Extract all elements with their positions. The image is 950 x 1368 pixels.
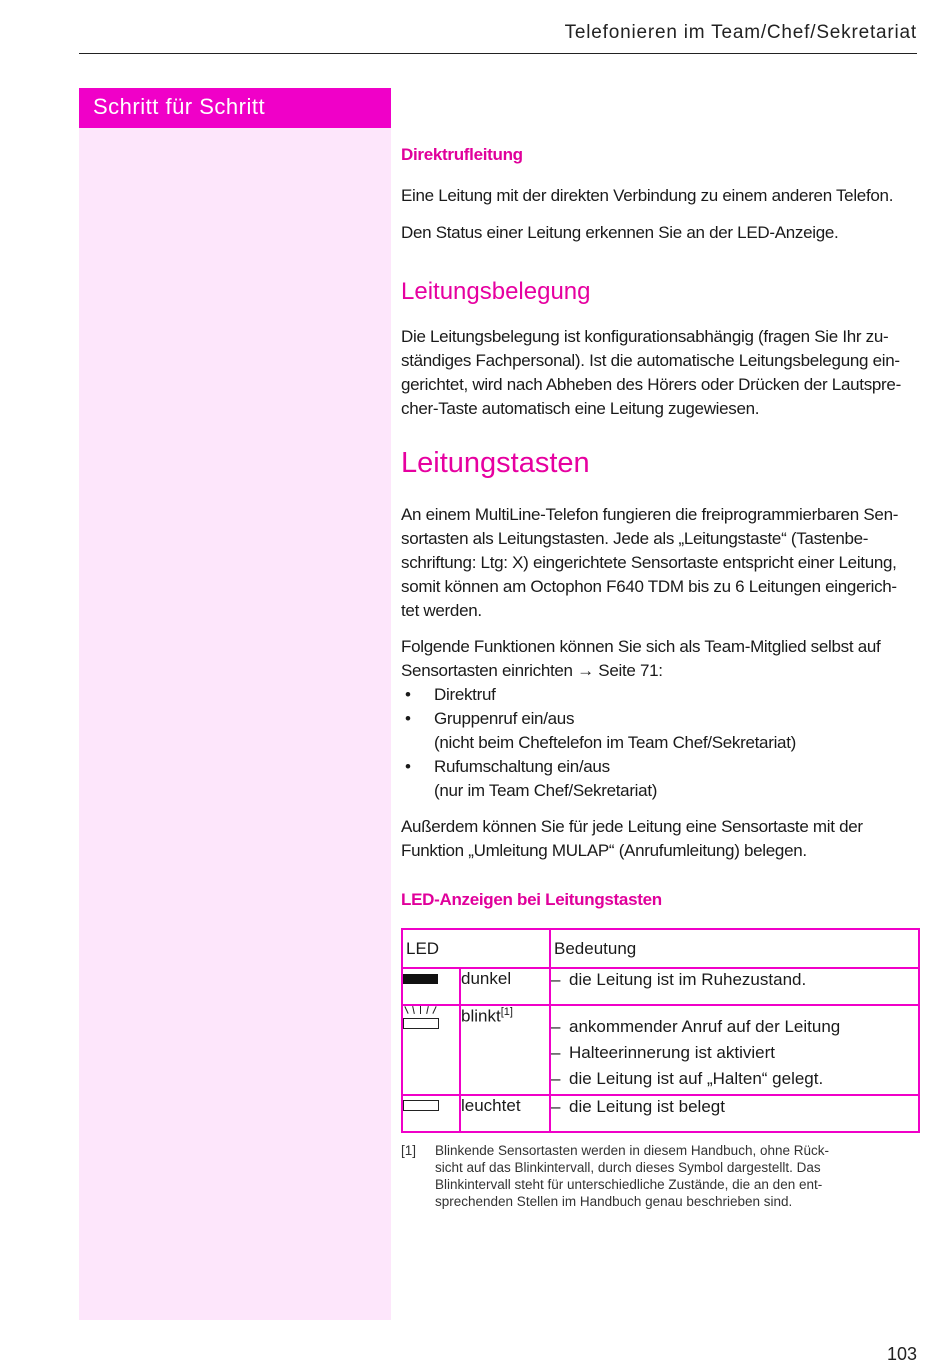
text-line: cher-Taste automatisch eine Leitung zugewiesen. xyxy=(401,399,760,418)
running-header: Telefonieren im Team/Chef/Sekretariat xyxy=(564,22,917,43)
meaning-cell xyxy=(550,968,919,1005)
meaning-text: die Leitung ist im Ruhezustand. xyxy=(569,970,807,989)
dash-glyph: – xyxy=(551,1069,561,1088)
page-number: 103 xyxy=(886,1344,917,1364)
bullet-icon: • xyxy=(405,685,411,704)
list-item xyxy=(401,683,921,707)
meaning-item xyxy=(551,1096,918,1118)
meaning-cell xyxy=(550,1005,919,1095)
list-item-text: Gruppenruf ein/aus xyxy=(434,709,575,728)
led-blink-icon xyxy=(403,1006,439,1030)
paragraph-leitungstasten xyxy=(401,503,921,623)
table-row xyxy=(402,1095,919,1132)
meaning-text: Halteerinnerung ist aktiviert xyxy=(569,1043,775,1062)
text-line: sortasten als Leitungstasten. Jede als „Leitungstaste“ (Tastenbe- xyxy=(401,529,869,548)
heading-leitungstasten: Leitungstasten xyxy=(401,447,590,479)
dash-glyph: – xyxy=(551,970,561,989)
text-line: Die Leitungsbelegung ist konfigurationsabhängig (fragen Sie Ihr zu- xyxy=(401,327,889,346)
paragraph-mulap xyxy=(401,815,921,863)
heading-direktrufleitung: Direktrufleitung xyxy=(401,145,523,164)
meaning-text: die Leitung ist belegt xyxy=(569,1097,725,1116)
meaning-text: ankommender Anruf auf der Leitung xyxy=(569,1017,841,1036)
text-line: Funktion „Umleitung MULAP“ (Anrufumleitung) belegen. xyxy=(401,841,807,860)
dash-glyph: – xyxy=(551,1097,561,1116)
list-item-text: Direktruf xyxy=(434,685,496,704)
led-table xyxy=(401,928,920,1133)
led-symbol-cell xyxy=(402,1005,460,1095)
text-line: ständiges Fachpersonal). Ist die automatische Leitungsbelegung ein- xyxy=(401,351,900,370)
bullet-icon: • xyxy=(405,709,411,728)
text-line: Blinkintervall steht für unterschiedliche Zustände, die an den ent- xyxy=(435,1177,823,1192)
table-row xyxy=(402,1005,919,1095)
paragraph-leitungsbelegung xyxy=(401,325,921,421)
meaning-item xyxy=(551,1040,918,1066)
paragraph-functions xyxy=(401,635,921,683)
footnote-mark: [1] xyxy=(401,1143,417,1158)
list-item xyxy=(401,707,921,755)
footnote xyxy=(401,1142,921,1210)
text-line: Folgende Funktionen können Sie sich als Team-Mitglied selbst auf xyxy=(401,637,881,656)
text-line: tet werden. xyxy=(401,601,482,620)
led-state-label: blinkt xyxy=(461,1006,501,1026)
meaning-cell xyxy=(550,1095,919,1132)
text-line xyxy=(401,659,921,683)
sidebar-title-bar xyxy=(79,88,391,128)
led-state-label: dunkel xyxy=(461,969,512,988)
page-reference-link[interactable]: Seite 71: xyxy=(598,661,663,680)
list-item-subtext: (nur im Team Chef/Sekretariat) xyxy=(434,781,658,800)
column-header-meaning: Bedeutung xyxy=(550,929,919,968)
led-symbol-cell xyxy=(402,968,460,1005)
meaning-text: die Leitung ist auf „Halten“ gelegt. xyxy=(569,1069,824,1088)
paragraph-direktruf-2: Den Status einer Leitung erkennen Sie an der LED-Anzeige. xyxy=(401,223,839,242)
column-header-led: LED xyxy=(402,929,550,968)
list-item-text: Rufumschaltung ein/aus xyxy=(434,757,610,776)
led-state-cell xyxy=(460,1095,550,1132)
text-line: sprechenden Stellen im Handbuch genau beschrieben sind. xyxy=(435,1194,793,1209)
heading-led-anzeigen: LED-Anzeigen bei Leitungstasten xyxy=(401,890,662,909)
text-line: Außerdem können Sie für jede Leitung eine Sensortaste mit der xyxy=(401,817,863,836)
header-rule xyxy=(79,53,917,54)
sidebar-panel xyxy=(79,128,391,1320)
led-dark-icon xyxy=(403,974,438,984)
led-lit-icon xyxy=(403,1100,439,1111)
meaning-item xyxy=(551,969,918,991)
text-line: somit können am Octophon F640 TDM bis zu 6 Leitungen eingerich- xyxy=(401,577,897,596)
led-state-label: leuchtet xyxy=(461,1096,521,1115)
text-line: Blinkende Sensortasten werden in diesem Handbuch, ohne Rück- xyxy=(435,1143,829,1158)
paragraph-direktruf-1: Eine Leitung mit der direkten Verbindung zu einem anderen Telefon. xyxy=(401,186,894,205)
sidebar-title: Schritt für Schritt xyxy=(93,94,266,119)
text-segment: Sensortasten einrichten xyxy=(401,661,573,680)
led-state-cell xyxy=(460,968,550,1005)
text-line: gerichtet, wird nach Abheben des Hörers oder Drücken der Lautspre- xyxy=(401,375,901,394)
text-line: schriftung: Ltg: X) eingerichtete Sensortaste entspricht einer Leitung, xyxy=(401,553,897,572)
led-state-cell xyxy=(460,1005,550,1095)
arrow-right-icon: → xyxy=(577,661,594,680)
footnote-reference[interactable]: [1] xyxy=(500,1006,513,1018)
text-line: sicht auf das Blinkintervall, durch dieses Symbol dargestellt. Das xyxy=(435,1160,821,1175)
dash-glyph: – xyxy=(551,1043,561,1062)
table-row xyxy=(402,968,919,1005)
table-header-row xyxy=(402,929,919,968)
footnote-text xyxy=(435,1142,921,1210)
function-list xyxy=(401,683,921,803)
meaning-item xyxy=(551,1014,918,1040)
meaning-item xyxy=(551,1066,918,1092)
list-item-subtext: (nicht beim Cheftelefon im Team Chef/Sekretariat) xyxy=(434,733,796,752)
bullet-icon: • xyxy=(405,757,411,776)
dash-glyph: – xyxy=(551,1017,561,1036)
list-item xyxy=(401,755,921,803)
heading-leitungsbelegung: Leitungsbelegung xyxy=(401,278,591,305)
text-line: An einem MultiLine-Telefon fungieren die freiprogrammierbaren Sen- xyxy=(401,505,899,524)
led-symbol-cell xyxy=(402,1095,460,1132)
